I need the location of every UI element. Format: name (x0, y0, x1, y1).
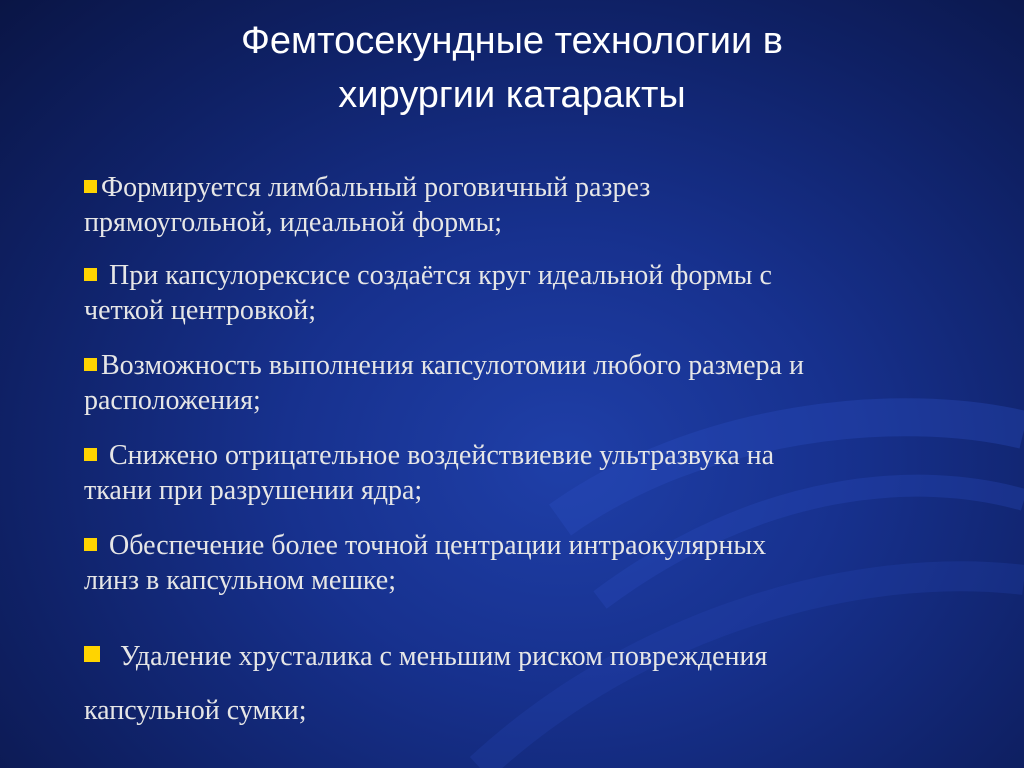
bullet-text-line2: ткани при разрушении ядра; (84, 475, 423, 506)
square-bullet-icon (84, 448, 97, 461)
bullet-text-line2: линз в капсульном мешке; (84, 565, 397, 596)
bullet-text-line1: Возможность выполнения капсулотомии любого размера и (101, 350, 804, 381)
square-bullet-icon (84, 180, 97, 193)
slide-title (112, 14, 912, 122)
bullet-text-line1: Формируется лимбальный роговичный разрез (101, 172, 651, 203)
bullet-text-line2: прямоугольной, идеальной формы; (84, 207, 503, 238)
square-bullet-icon (84, 268, 97, 281)
bullet-text-line1: При капсулорексисе создаётся круг идеальной формы с (109, 260, 772, 291)
square-bullet-icon (84, 646, 100, 662)
bullet-item (84, 170, 964, 240)
bullet-item (84, 630, 964, 738)
title-line-2: хирургии катаракты (338, 74, 686, 116)
bullet-item (84, 258, 964, 328)
bullet-text-line2: расположения; (84, 385, 261, 416)
bullet-text-line1: Обеспечение более точной центрации интраокулярных (109, 530, 767, 561)
bullet-item (84, 438, 964, 508)
bullet-item (84, 348, 964, 418)
title-line-1: Фемтосекундные технологии в (241, 20, 783, 62)
bullet-item (84, 528, 964, 598)
bullet-text-line1: Снижено отрицательное воздействиевие ультразвука на (109, 440, 775, 471)
bullet-text-line2: четкой центровкой; (84, 295, 317, 326)
square-bullet-icon (84, 538, 97, 551)
square-bullet-icon (84, 358, 97, 371)
bullet-text-line2: капсульной сумки; (84, 695, 307, 726)
bullet-text-line1: Удаление хрусталика с меньшим риском повреждения (120, 641, 768, 672)
